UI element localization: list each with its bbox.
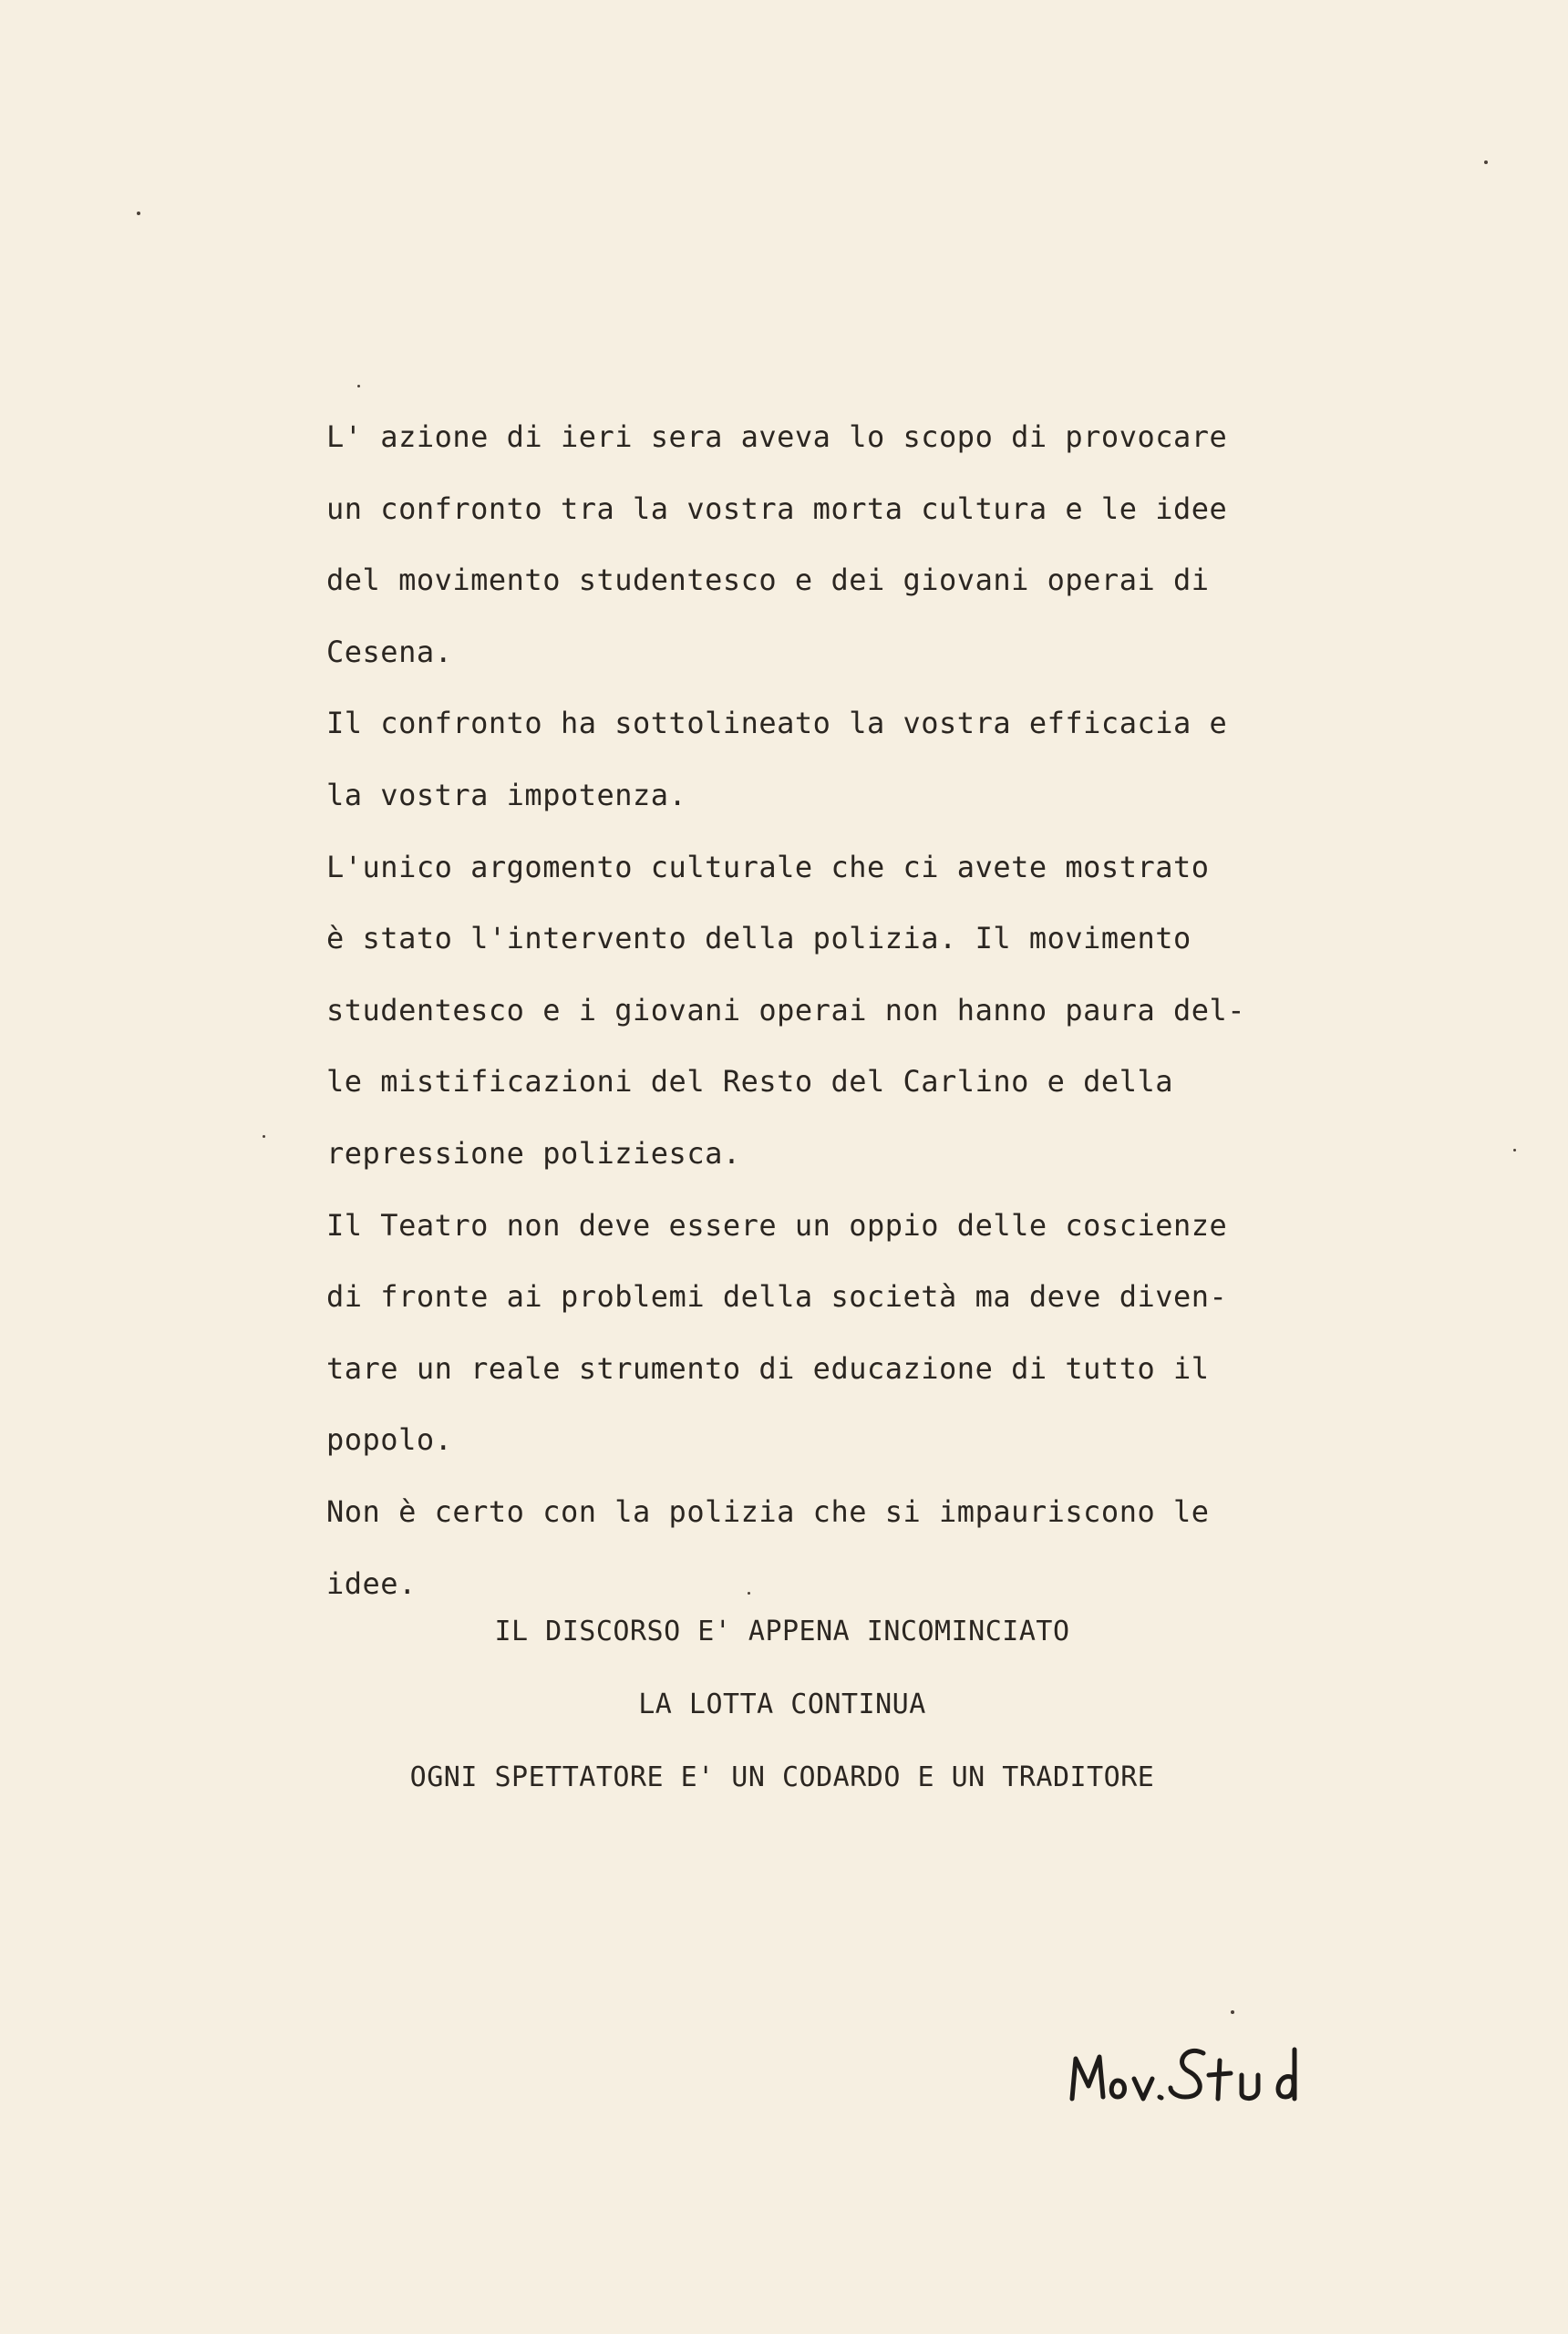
paper-speck: [1231, 2010, 1234, 2014]
body-line: popolo.: [326, 1422, 453, 1458]
body-line: Il Teatro non deve essere un oppio delle coscienze: [326, 1207, 1228, 1243]
body-line: Non è certo con la polizia che si impauriscono le: [326, 1493, 1210, 1529]
closing-line: LA LOTTA CONTINUA: [638, 1689, 926, 1720]
closing-line: OGNI SPETTATORE E' UN CODARDO E UN TRADITORE: [409, 1761, 1155, 1793]
body-line: tare un reale strumento di educazione di tutto il: [326, 1350, 1210, 1386]
body-line: idee.: [326, 1565, 417, 1601]
closing-line: IL DISCORSO E' APPENA INCOMINCIATO: [494, 1616, 1070, 1647]
body-line: Cesena.: [326, 634, 453, 669]
body-text: [326, 401, 1311, 1619]
body-line: del movimento studentesco e dei giovani operai di: [326, 563, 1210, 598]
body-line: L' azione di ieri sera aveva lo scopo di provocare: [326, 419, 1228, 454]
body-line: le mistificazioni del Resto del Carlino e della: [326, 1064, 1173, 1100]
body-line: è stato l'intervento della polizia. Il movimento: [326, 921, 1191, 956]
paper-speck: [1513, 1149, 1516, 1152]
paper-speck: [748, 1592, 750, 1595]
body-line: di fronte ai problemi della società ma deve diven-: [326, 1279, 1228, 1315]
body-line: repressione poliziesca.: [326, 1135, 741, 1171]
body-line: la vostra impotenza.: [326, 777, 687, 812]
body-line: L'unico argomento culturale che ci avete mostrato: [326, 849, 1210, 884]
handwritten-signature: [1067, 2033, 1322, 2115]
body-line: Il confronto ha sottolineato la vostra efficacia e: [326, 706, 1228, 741]
paper-speck: [1484, 160, 1488, 164]
closing-slogans: [326, 1596, 1238, 1814]
body-line: studentesco e i giovani operai non hanno paura del-: [326, 992, 1246, 1028]
paper-speck: [357, 385, 360, 387]
paper-speck: [263, 1135, 265, 1138]
paper-speck: [137, 212, 140, 215]
body-line: un confronto tra la vostra morta cultura e le idee: [326, 491, 1228, 526]
